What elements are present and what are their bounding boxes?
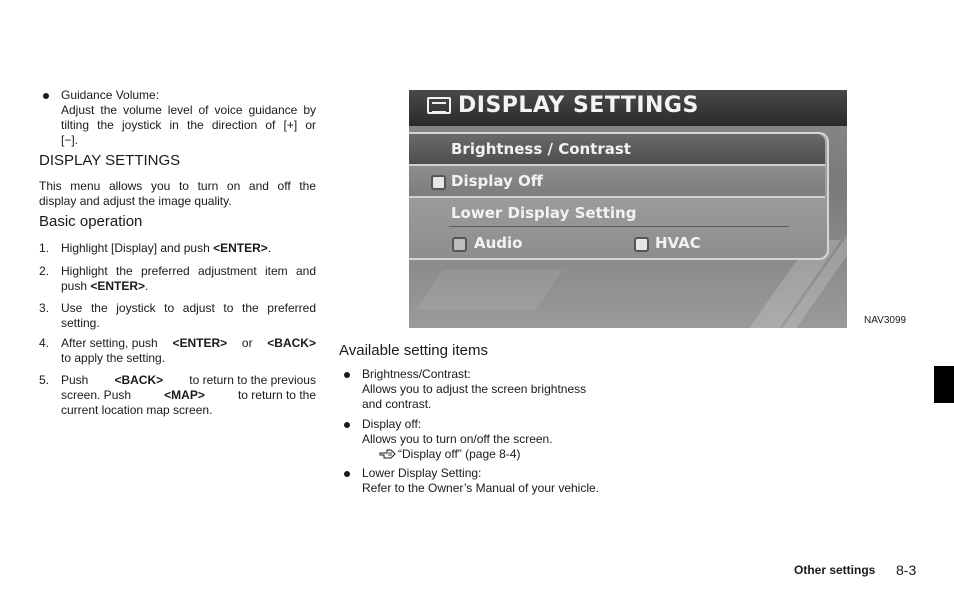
- guidance-line: [−].: [61, 133, 79, 147]
- chapter-tab: [934, 366, 954, 403]
- page-reference-link[interactable]: “Display off” (page 8-4): [398, 447, 521, 461]
- divider: [449, 226, 789, 227]
- guidance-line: tilting the joystick in the direction of [+] or: [61, 118, 316, 132]
- step-number: 2.: [39, 264, 50, 278]
- page-number: 8-3: [896, 562, 917, 578]
- bullet-title: Lower Display Setting:: [362, 466, 482, 480]
- screen-titlebar: [409, 90, 847, 126]
- intro-text: display and adjust the image quality.: [39, 194, 232, 208]
- bullet-text: Allows you to turn on/off the screen.: [362, 432, 553, 446]
- guidance-line: Adjust the volume level of voice guidance by: [61, 103, 316, 117]
- available-items-heading: Available setting items: [339, 342, 488, 359]
- step-text: After setting, push <ENTER> or <BACK>: [61, 336, 316, 350]
- bullet-title: Brightness/Contrast:: [362, 367, 471, 381]
- reference-pointer-icon: [379, 448, 397, 460]
- section-title: DISPLAY SETTINGS: [39, 152, 181, 169]
- radio-icon: [634, 237, 649, 252]
- menu-item-audio[interactable]: Audio: [474, 234, 523, 252]
- step-number: 4.: [39, 336, 50, 350]
- footer-section-name: Other settings: [794, 563, 876, 577]
- screen-title: DISPLAY SETTINGS: [458, 93, 699, 118]
- step-text: current location map screen.: [61, 403, 213, 417]
- menu-item-options: [409, 228, 825, 258]
- bullet-title: Display off:: [362, 417, 422, 431]
- guidance-title: Guidance Volume:: [61, 88, 160, 102]
- settings-icon: [427, 97, 451, 114]
- bullet-dot: [344, 471, 350, 477]
- step-text: setting.: [61, 316, 100, 330]
- display-settings-screenshot: [409, 90, 847, 328]
- step-text: to apply the setting.: [61, 351, 166, 365]
- menu-item-hvac[interactable]: HVAC: [655, 234, 701, 252]
- step-text: screen. Push <MAP> to return to the: [61, 388, 316, 402]
- step-text: Use the joystick to adjust to the preferred: [61, 301, 316, 315]
- basic-operation-heading: Basic operation: [39, 213, 143, 230]
- menu-item-lower-display-setting[interactable]: [409, 198, 825, 228]
- step-text: Highlight the preferred adjustment item and: [61, 264, 316, 278]
- step-number: 1.: [39, 241, 50, 255]
- menu-item-display-off[interactable]: [409, 166, 825, 198]
- step-text: Push <BACK> to return to the previous: [61, 373, 316, 387]
- menu-item-label: Brightness / Contrast: [451, 140, 631, 158]
- menu-item-brightness-contrast[interactable]: [409, 134, 825, 166]
- step-number: 3.: [39, 301, 50, 315]
- radio-icon: [452, 237, 467, 252]
- bullet-dot: [344, 372, 350, 378]
- bullet-dot: [43, 93, 49, 99]
- step-text: push <ENTER>.: [61, 279, 149, 293]
- bullet-text: Refer to the Owner’s Manual of your vehicle.: [362, 481, 600, 495]
- bullet-text: Allows you to adjust the screen brightness: [362, 382, 587, 396]
- intro-text: This menu allows you to turn on and off the: [39, 179, 316, 193]
- bullet-text: and contrast.: [362, 397, 432, 411]
- settings-menu: [409, 132, 829, 260]
- radio-icon: [431, 175, 446, 190]
- menu-item-label: Display Off: [451, 172, 543, 190]
- menu-item-label: Lower Display Setting: [451, 204, 637, 222]
- figure-caption: NAV3099: [864, 315, 907, 326]
- step-number: 5.: [39, 373, 50, 387]
- step-text: Highlight [Display] and push <ENTER>.: [61, 241, 272, 255]
- bullet-dot: [344, 422, 350, 428]
